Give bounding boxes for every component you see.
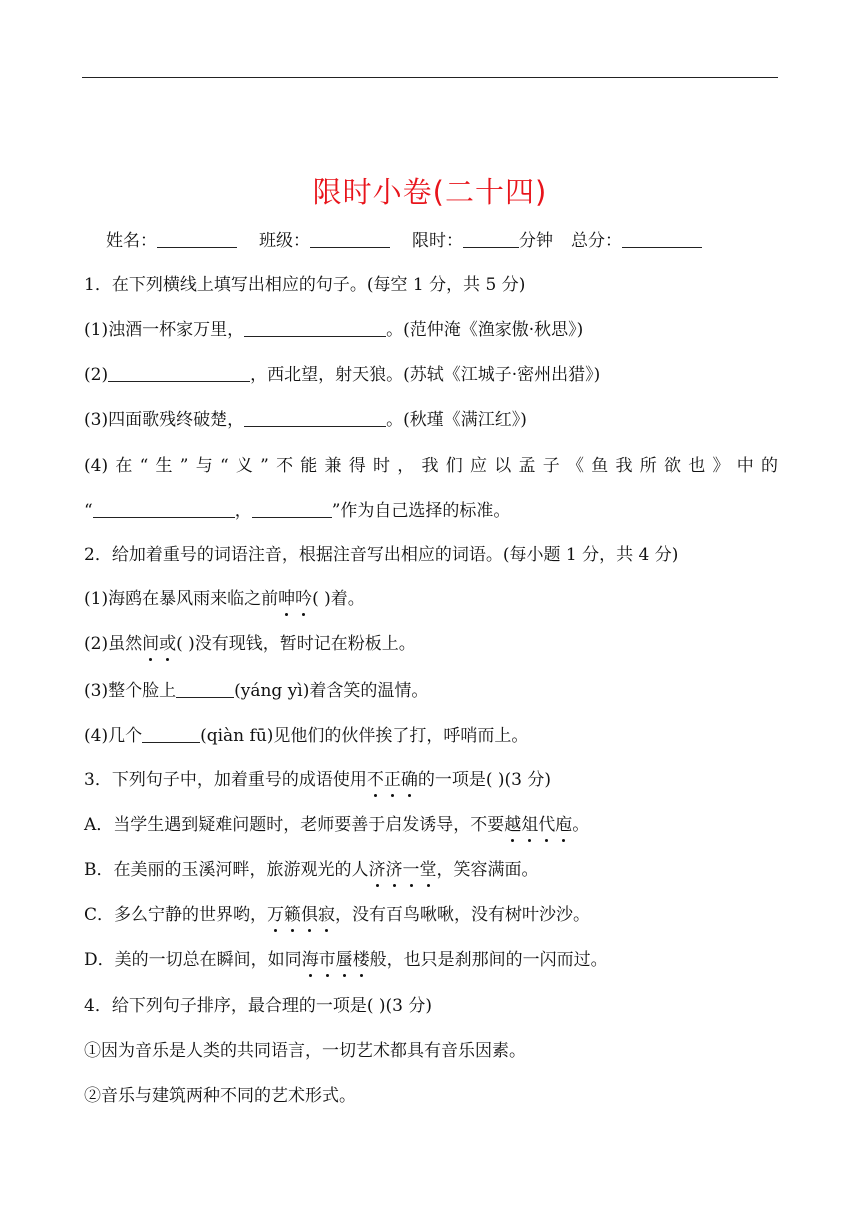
emphasis-char: 越 [504, 815, 522, 835]
q3-option-c-idiom [267, 905, 335, 925]
score-label: 总分： [571, 231, 622, 251]
q4-item-2: ②音乐与建筑两种不同的艺术形式。 [84, 1086, 356, 1106]
emphasis-char: 堂 [419, 860, 437, 880]
header-rule [82, 77, 778, 78]
q2-item-1-before: (1)海鸥在暴风雨来临之前 [84, 589, 279, 609]
q3-stem [84, 769, 551, 791]
q1-item-4-line-1: (4)在“生”与“义”不能兼得时，我们应以孟子《鱼我所欲也》中的 [84, 456, 778, 476]
q1-item-3 [84, 409, 527, 431]
emphasis-char: 确 [400, 770, 418, 790]
q3-option-a-before: A．当学生遇到疑难问题时，老师要善于启发诱导，不要 [84, 815, 505, 835]
emphasis-char: 万 [267, 905, 285, 925]
q2-item-3-blank[interactable] [176, 681, 234, 698]
name-label: 姓名： [106, 231, 157, 251]
time-unit: 分钟 [519, 231, 553, 251]
page-title: 限时小卷(二十四) [312, 175, 548, 209]
emphasis-char: 吟 [295, 589, 313, 609]
q3-option-c-before: C．多么宁静的世界哟， [84, 905, 268, 925]
q3-option-b-before: B．在美丽的玉溪河畔，旅游观光的人 [84, 860, 369, 880]
q1-item-1 [84, 319, 583, 341]
emphasis-char: 庖 [555, 815, 573, 835]
emphasis-char: 济 [385, 860, 403, 880]
q3-option-d-before: D．美的一切总在瞬间，如同 [84, 950, 302, 970]
q2-item-3-before: (3)整个脸上 [84, 681, 177, 701]
emphasis-char: 间 [142, 634, 160, 654]
emphasis-char: 或 [159, 634, 177, 654]
emphasis-char: 俱 [301, 905, 319, 925]
q1-item-3-blank[interactable] [244, 410, 386, 427]
q2-item-2-after: ( )没有现钱，暂时记在粉板上。 [176, 634, 416, 654]
emphasis-char: 济 [368, 860, 386, 880]
emphasis-char: 呻 [278, 589, 296, 609]
q2-item-4-after: (qiàn fū)见他们的伙伴挨了打，呼哨而上。 [200, 726, 529, 746]
q1-item-4-after: ”作为自己选择的标准。 [331, 501, 511, 521]
q2-item-3-after: (yáng yì)着含笑的温情。 [234, 681, 429, 701]
q2-item-4-before: (4)几个 [84, 726, 143, 746]
emphasis-char: 籁 [284, 905, 302, 925]
q3-stem-after: 的一项是( )(3 分) [417, 770, 551, 790]
q1-item-4-blank-1[interactable] [93, 501, 235, 518]
q1-item-3-after: 。(秋瑾《满江红》) [386, 410, 527, 430]
q3-option-d-idiom [302, 950, 370, 970]
q3-stem-emphasis [367, 770, 418, 790]
time-blank[interactable] [463, 231, 519, 248]
q3-option-c [84, 904, 590, 926]
q2-stem: 2．给加着重号的词语注音，根据注音写出相应的词语。(每小题 1 分，共 4 分) [84, 545, 679, 565]
q2-item-2-before: (2)虽然 [84, 634, 143, 654]
emphasis-char: 楼 [352, 950, 370, 970]
q1-item-1-blank[interactable] [244, 320, 386, 337]
q1-item-2-blank[interactable] [108, 365, 250, 382]
q1-item-4-line-2 [84, 500, 510, 522]
q3-option-a-after: 。 [572, 815, 590, 835]
q2-item-4 [84, 725, 528, 747]
emphasis-char: 蜃 [335, 950, 353, 970]
class-label: 班级： [259, 231, 310, 251]
q3-option-d [84, 949, 608, 971]
q3-option-b [84, 859, 539, 881]
emphasis-char: 寂 [318, 905, 336, 925]
q2-item-2 [84, 633, 416, 655]
q1-stem: 1．在下列横线上填写出相应的句子。(每空 1 分，共 5 分) [84, 275, 526, 295]
q3-option-b-idiom [369, 860, 437, 880]
time-label: 限时： [412, 231, 463, 251]
emphasis-char: 市 [318, 950, 336, 970]
q2-item-3 [84, 680, 428, 702]
emphasis-char: 正 [383, 770, 401, 790]
q4-item-1: ①因为音乐是人类的共同语言，一切艺术都具有音乐因素。 [84, 1041, 526, 1061]
q2-item-1 [84, 588, 365, 610]
q2-item-2-emphasized-word [142, 634, 176, 654]
class-blank[interactable] [310, 231, 390, 248]
q1-item-2 [84, 364, 600, 386]
name-blank[interactable] [157, 231, 237, 248]
q1-item-4-open-quote: “ [84, 501, 93, 521]
q1-item-4-blank-2[interactable] [252, 501, 332, 518]
q1-item-1-after: 。(范仲淹《渔家傲·秋思》) [386, 320, 584, 340]
score-blank[interactable] [622, 231, 702, 248]
q2-item-1-after: ( )着。 [312, 589, 365, 609]
emphasis-char: 俎 [521, 815, 539, 835]
q1-item-3-before: (3)四面歌残终破楚， [84, 410, 245, 430]
q2-item-1-emphasized-word [278, 589, 312, 609]
q1-item-2-before: (2) [84, 365, 109, 385]
emphasis-char: 一 [402, 860, 420, 880]
student-info-row [106, 230, 702, 252]
q1-item-4-comma: ， [234, 501, 252, 521]
q3-option-d-after: 般，也只是刹那间的一闪而过。 [369, 950, 608, 970]
q4-stem: 4．给下列句子排序，最合理的一项是( )(3 分) [84, 996, 432, 1016]
q3-option-a [84, 814, 589, 836]
q1-item-2-after: ，西北望，射天狼。(苏轼《江城子·密州出猎》) [250, 365, 601, 385]
q3-option-a-idiom [504, 815, 572, 835]
emphasis-char: 代 [538, 815, 556, 835]
q2-item-4-blank[interactable] [142, 726, 200, 743]
emphasis-char: 不 [366, 770, 384, 790]
q3-option-c-after: ，没有百鸟啾啾，没有树叶沙沙。 [335, 905, 591, 925]
q3-option-b-after: ，笑容满面。 [436, 860, 539, 880]
q3-stem-before: 3．下列句子中，加着重号的成语使用 [84, 770, 367, 790]
q1-item-1-before: (1)浊酒一杯家万里， [84, 320, 245, 340]
emphasis-char: 海 [301, 950, 319, 970]
